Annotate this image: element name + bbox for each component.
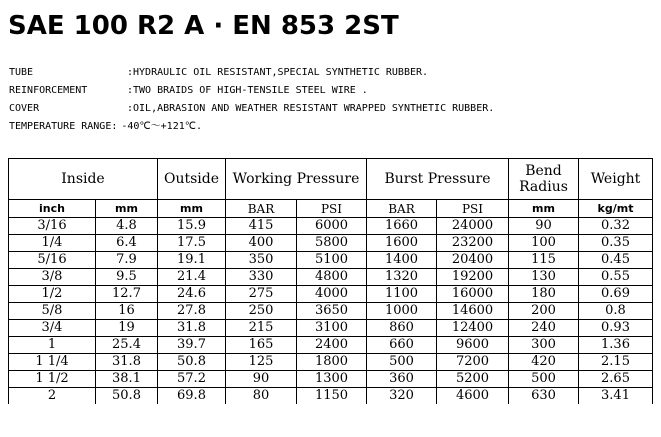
- table-cell: 250: [226, 303, 297, 320]
- table-cell: 0.8: [579, 303, 653, 320]
- table-cell: 1000: [367, 303, 437, 320]
- table-cell: 1800: [297, 354, 367, 371]
- table-cell: 9600: [437, 337, 509, 354]
- table-cell: 50.8: [96, 388, 158, 405]
- table-row: [9, 337, 653, 354]
- table-cell: 24000: [437, 218, 509, 235]
- table-cell: 14600: [437, 303, 509, 320]
- table-cell: 50.8: [158, 354, 226, 371]
- table-subheader-row: [9, 200, 653, 218]
- subheader-mm: mm: [158, 200, 226, 218]
- table-cell: 3.41: [579, 388, 653, 405]
- table-cell: 360: [367, 371, 437, 388]
- table-cell: 2: [9, 388, 96, 405]
- table-cell: 3650: [297, 303, 367, 320]
- table-cell: 5200: [437, 371, 509, 388]
- table-cell: 0.69: [579, 286, 653, 303]
- table-header-row: [9, 159, 653, 200]
- table-cell: 5/8: [9, 303, 96, 320]
- subheader-bar: BAR: [367, 200, 437, 218]
- table-row: [9, 388, 653, 405]
- table-cell: 0.93: [579, 320, 653, 337]
- table-cell: 240: [509, 320, 579, 337]
- table-cell: 7.9: [96, 252, 158, 269]
- table-cell: 180: [509, 286, 579, 303]
- table-cell: 6000: [297, 218, 367, 235]
- table-cell: 1150: [297, 388, 367, 405]
- header-bend-radius: [509, 159, 579, 200]
- table-cell: 200: [509, 303, 579, 320]
- table-cell: 80: [226, 388, 297, 405]
- table-cell: 300: [509, 337, 579, 354]
- table-cell: 320: [367, 388, 437, 405]
- subheader-psi: PSI: [297, 200, 367, 218]
- table-cell: 57.2: [158, 371, 226, 388]
- spec-value: -40℃～+121℃.: [121, 121, 202, 132]
- table-cell: 275: [226, 286, 297, 303]
- table-row: [9, 269, 653, 286]
- table-cell: 2.15: [579, 354, 653, 371]
- table-cell: 1300: [297, 371, 367, 388]
- header-weight: Weight: [579, 159, 653, 200]
- header-bend-radius-text: Bend Radius: [519, 163, 568, 195]
- table-cell: 500: [509, 371, 579, 388]
- table-cell: 400: [226, 235, 297, 252]
- table-cell: 3/16: [9, 218, 96, 235]
- table-cell: 19200: [437, 269, 509, 286]
- spec-label: TUBE: [9, 67, 34, 78]
- table-cell: 1: [9, 337, 96, 354]
- table-row: [9, 303, 653, 320]
- spec-row-tube: [9, 64, 429, 82]
- table-cell: 860: [367, 320, 437, 337]
- table-cell: 100: [509, 235, 579, 252]
- spec-row-temperature: [9, 118, 202, 136]
- subheader-mm: mm: [96, 200, 158, 218]
- table-cell: 1600: [367, 235, 437, 252]
- table-cell: 215: [226, 320, 297, 337]
- table-cell: 5800: [297, 235, 367, 252]
- spec-label: REINFORCEMENT: [9, 85, 88, 96]
- table-cell: 4800: [297, 269, 367, 286]
- table-cell: 16000: [437, 286, 509, 303]
- table-cell: 38.1: [96, 371, 158, 388]
- table-cell: 1320: [367, 269, 437, 286]
- table-cell: 0.35: [579, 235, 653, 252]
- table-cell: 3100: [297, 320, 367, 337]
- table-cell: 90: [226, 371, 297, 388]
- table-cell: 500: [367, 354, 437, 371]
- table-cell: 5100: [297, 252, 367, 269]
- header-outside: Outside: [158, 159, 226, 200]
- subheader-inch: inch: [9, 200, 96, 218]
- table-cell: 1/4: [9, 235, 96, 252]
- header-burst-pressure: Burst Pressure: [367, 159, 509, 200]
- subheader-psi: PSI: [437, 200, 509, 218]
- table-cell: 1400: [367, 252, 437, 269]
- table-cell: 12.7: [96, 286, 158, 303]
- table-cell: 24.6: [158, 286, 226, 303]
- header-inside: Inside: [9, 159, 158, 200]
- table-cell: 21.4: [158, 269, 226, 286]
- table-row: [9, 218, 653, 235]
- table-cell: 1660: [367, 218, 437, 235]
- table-cell: 1.36: [579, 337, 653, 354]
- spec-list: [9, 64, 495, 136]
- table-cell: 125: [226, 354, 297, 371]
- table-cell: 2.65: [579, 371, 653, 388]
- table-cell: 5/16: [9, 252, 96, 269]
- table-cell: 1100: [367, 286, 437, 303]
- table-cell: 0.45: [579, 252, 653, 269]
- table-cell: 9.5: [96, 269, 158, 286]
- table-row: [9, 286, 653, 303]
- table-cell: 69.8: [158, 388, 226, 405]
- header-working-pressure: Working Pressure: [226, 159, 367, 200]
- table-cell: 25.4: [96, 337, 158, 354]
- subheader-weight-unit: kg/mt: [579, 200, 653, 218]
- spec-value: :HYDRAULIC OIL RESISTANT,SPECIAL SYNTHETIC RUBBER.: [127, 67, 429, 78]
- table-cell: 12400: [437, 320, 509, 337]
- table-cell: 1 1/2: [9, 371, 96, 388]
- table-cell: 16: [96, 303, 158, 320]
- table-row: [9, 235, 653, 252]
- table-cell: 20400: [437, 252, 509, 269]
- spec-value: :OIL,ABRASION AND WEATHER RESISTANT WRAPPED SYNTHETIC RUBBER.: [127, 103, 495, 114]
- table-row: [9, 320, 653, 337]
- table-body: [9, 218, 653, 405]
- table-cell: 420: [509, 354, 579, 371]
- table-cell: 31.8: [158, 320, 226, 337]
- table-cell: 3/4: [9, 320, 96, 337]
- subheader-bar: BAR: [226, 200, 297, 218]
- table-cell: 23200: [437, 235, 509, 252]
- table-cell: 90: [509, 218, 579, 235]
- table-cell: 350: [226, 252, 297, 269]
- spec-value: :TWO BRAIDS OF HIGH-TENSILE STEEL WIRE .: [127, 85, 368, 96]
- table-cell: 415: [226, 218, 297, 235]
- subheader-mm: mm: [509, 200, 579, 218]
- table-cell: 1/2: [9, 286, 96, 303]
- table-cell: 630: [509, 388, 579, 405]
- table-cell: 165: [226, 337, 297, 354]
- table-cell: 6.4: [96, 235, 158, 252]
- table-cell: 660: [367, 337, 437, 354]
- table-cell: 0.32: [579, 218, 653, 235]
- table-cell: 2400: [297, 337, 367, 354]
- table-cell: 330: [226, 269, 297, 286]
- page-title: SAE 100 R2 A · EN 853 2ST: [8, 11, 399, 41]
- table-cell: 4000: [297, 286, 367, 303]
- spec-label: TEMPERATURE RANGE:: [9, 121, 118, 132]
- table-cell: 39.7: [158, 337, 226, 354]
- table-cell: 31.8: [96, 354, 158, 371]
- table-cell: 15.9: [158, 218, 226, 235]
- spec-row-reinforcement: [9, 82, 368, 100]
- table-cell: 4.8: [96, 218, 158, 235]
- spec-table: [8, 158, 653, 404]
- table-cell: 1 1/4: [9, 354, 96, 371]
- table-row: [9, 252, 653, 269]
- table-cell: 19: [96, 320, 158, 337]
- table-row: [9, 354, 653, 371]
- spec-row-cover: [9, 100, 495, 118]
- table-cell: 115: [509, 252, 579, 269]
- table-cell: 17.5: [158, 235, 226, 252]
- table-cell: 4600: [437, 388, 509, 405]
- table-cell: 19.1: [158, 252, 226, 269]
- table-row: [9, 371, 653, 388]
- table-cell: 7200: [437, 354, 509, 371]
- table-cell: 130: [509, 269, 579, 286]
- table-cell: 27.8: [158, 303, 226, 320]
- spec-label: COVER: [9, 103, 40, 114]
- table-cell: 0.55: [579, 269, 653, 286]
- table-cell: 3/8: [9, 269, 96, 286]
